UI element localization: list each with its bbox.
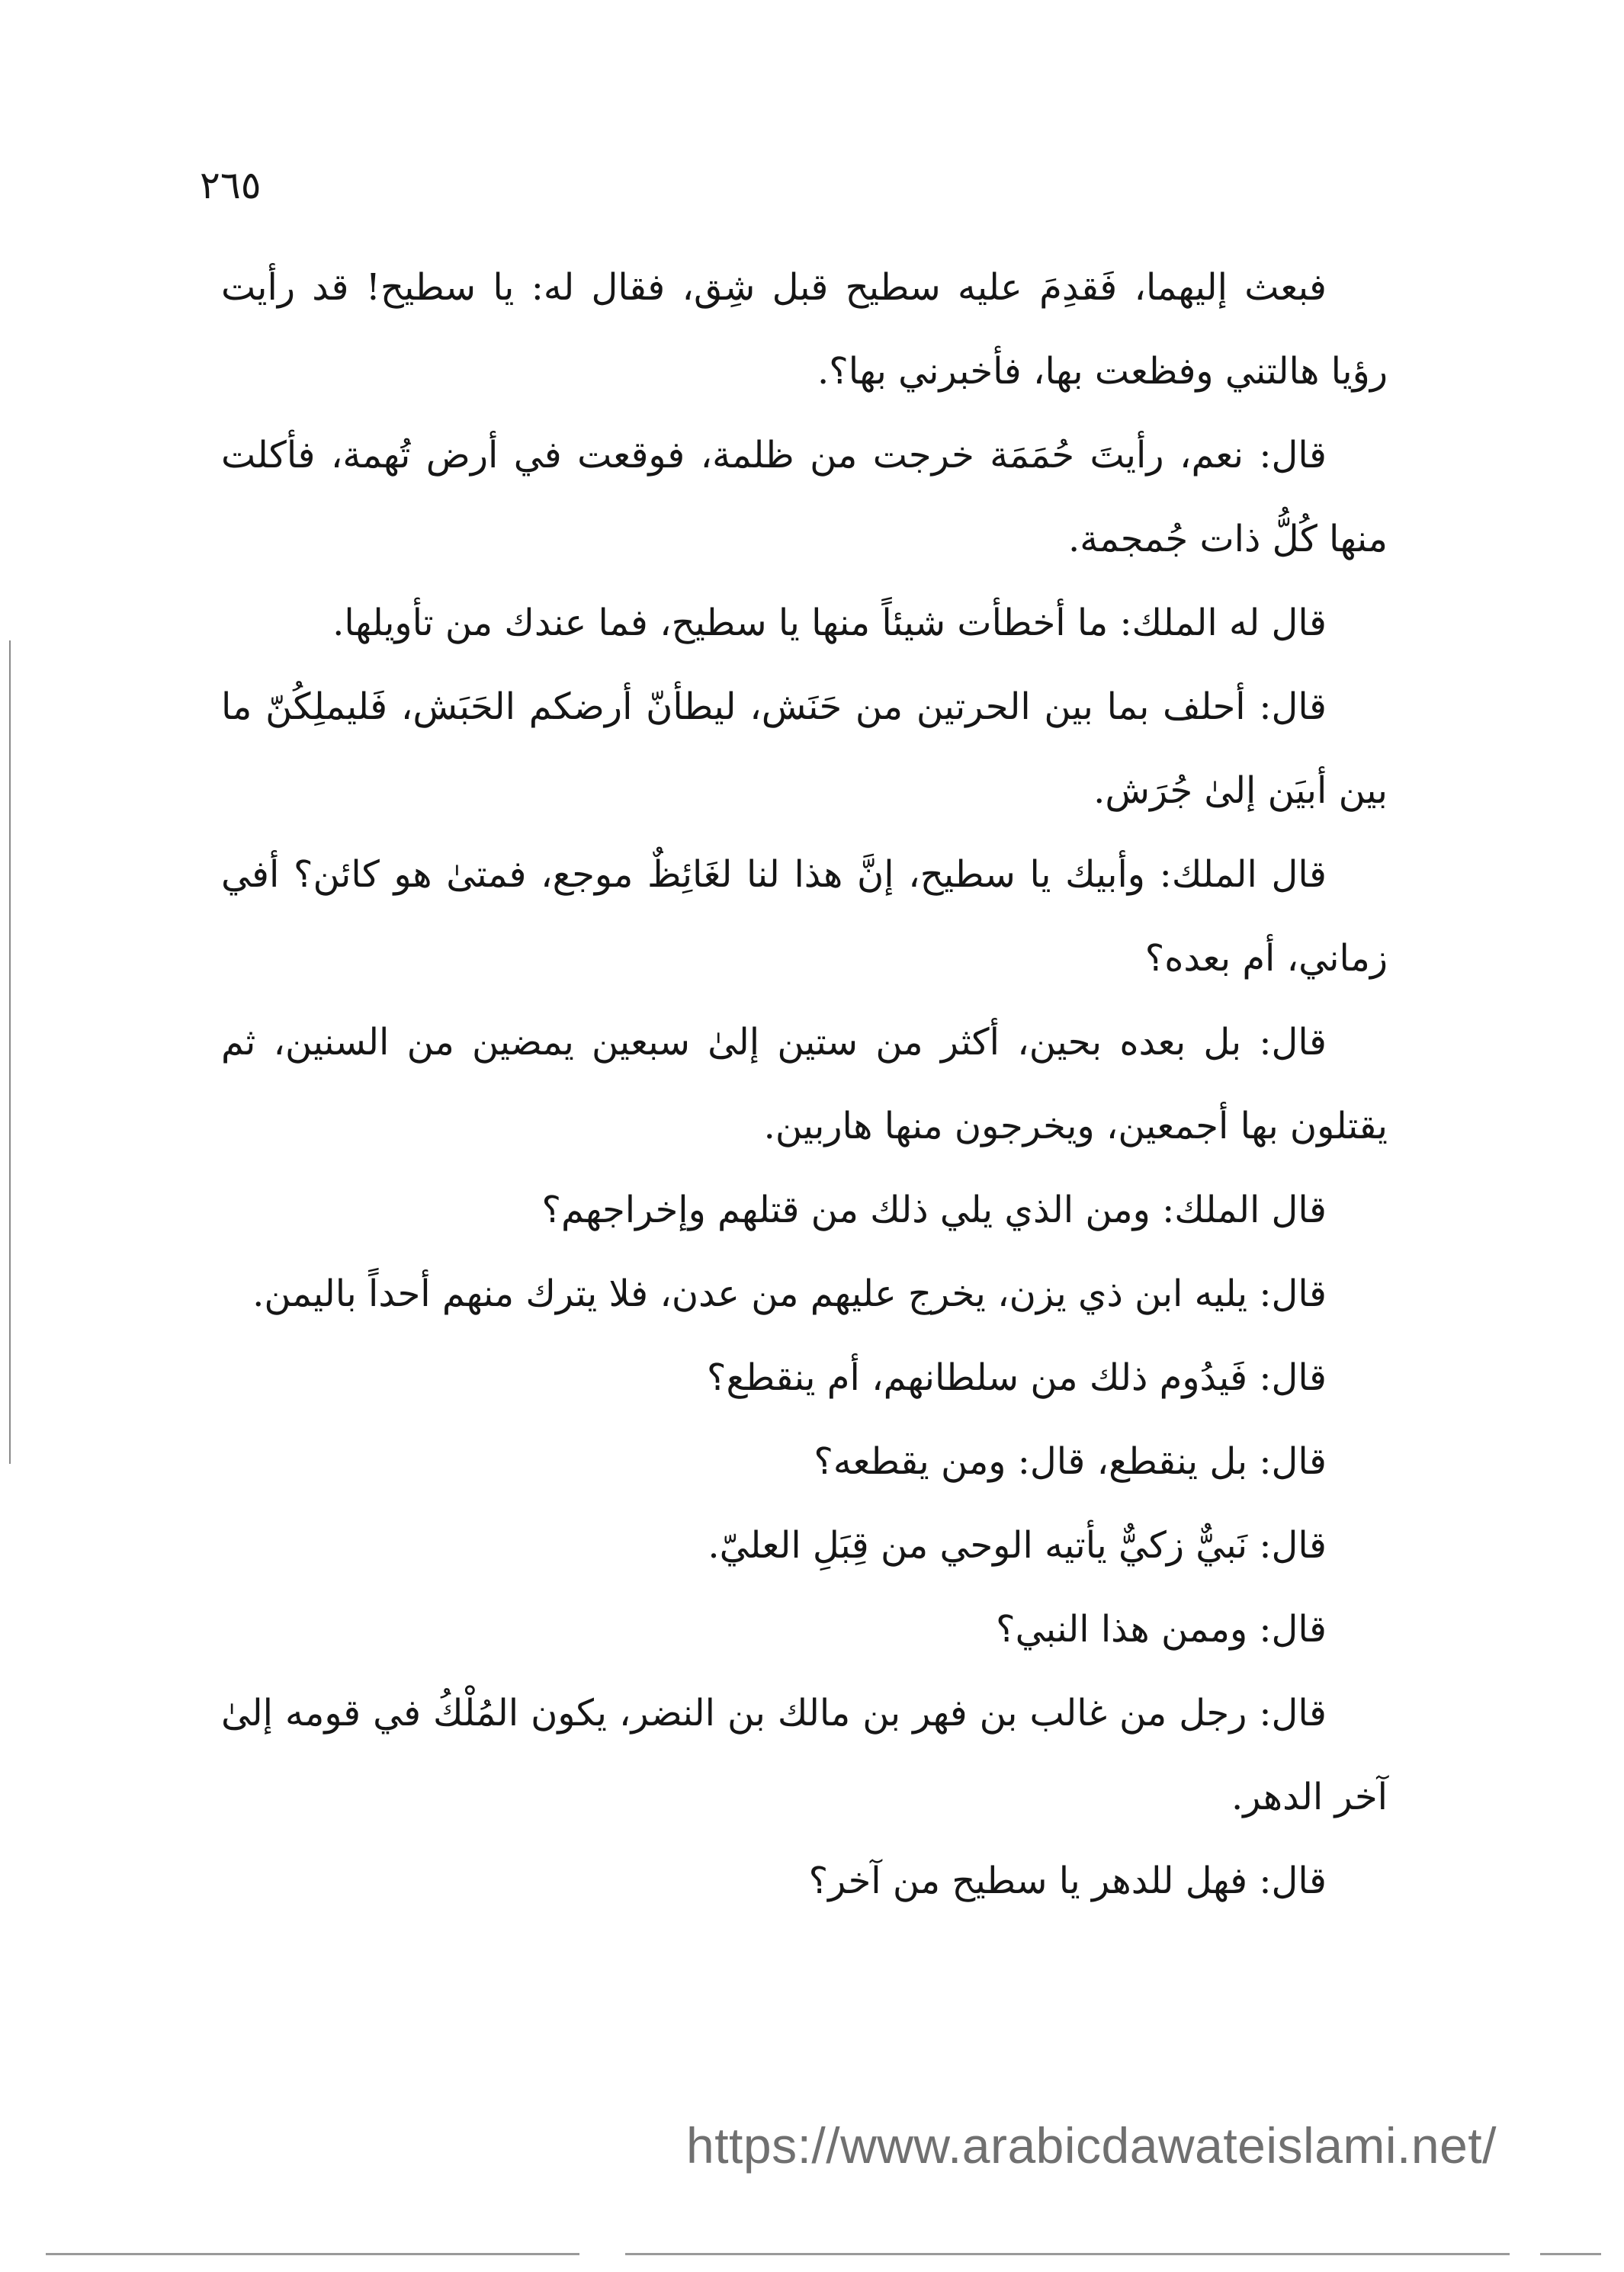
paragraph-3: قال له الملك: ما أخطأت شيئاً منها يا سطيح، فما عندك من تأويلها. [332, 602, 1327, 644]
paragraph-8: قال: يليه ابن ذي يزن، يخرج عليهم من عدن، فلا يترك منهم أحداً باليمن. [252, 1272, 1327, 1315]
body-text [221, 245, 1388, 1923]
paragraph-1: فبعث إليهما، فَقدِمَ عليه سطيح قبل شِق، فقال له: يا سطيح! قد رأيت رؤيا هالتني وفظعت بها، فأخبرني بها؟. [221, 266, 1388, 393]
paragraph-6: قال: بل بعده بحين، أكثر من ستين إلىٰ سبعين يمضين من السنين، ثم يقتلون بها أجمعين، ويخرجون منها هاربين. [221, 1021, 1388, 1147]
paragraph-12: قال: وممن هذا النبي؟ [996, 1608, 1327, 1651]
paragraph-10: قال: بل ينقطع، قال: ومن يقطعه؟ [814, 1440, 1327, 1483]
watermark-url: https://www.arabicdawateislami.net/ [686, 2117, 1497, 2174]
margin-rule [9, 640, 11, 1464]
paragraph-7: قال الملك: ومن الذي يلي ذلك من قتلهم وإخراجهم؟ [541, 1189, 1327, 1231]
paragraph-4: قال: أحلف بما بين الحرتين من حَنَش، ليطأنّ أرضكم الحَبَش، فَليملِكُنّ ما بين أبيَن إلىٰ جُرَش. [221, 685, 1388, 812]
bottom-scan-rule-center [625, 2253, 1510, 2255]
paragraph-14: قال: فهل للدهر يا سطيح من آخر؟ [808, 1860, 1327, 1902]
page-number: ٢٦٥ [200, 163, 262, 207]
bottom-scan-rule-right [1540, 2253, 1601, 2255]
paragraph-2: قال: نعم، رأيتَ حُمَمَة خرجت من ظلمة، فوقعت في أرض تُهمة، فأكلت منها كُلُّ ذات جُمجمة. [221, 434, 1388, 560]
paragraph-13: قال: رجل من غالب بن فهر بن مالك بن النضر، يكون المُلْكُ في قومه إلىٰ آخر الدهر. [221, 1692, 1388, 1818]
paragraph-11: قال: نَبيٌّ زكيٌّ يأتيه الوحي من قِبَلِ العليّ. [708, 1524, 1327, 1567]
bottom-scan-rule-left [46, 2253, 579, 2255]
paragraph-9: قال: فَيدُوم ذلك من سلطانهم، أم ينقطع؟ [707, 1356, 1327, 1399]
paragraph-5: قال الملك: وأبيك يا سطيح، إنَّ هذا لنا لغَائِظٌ موجع، فمتىٰ هو كائن؟ أفي زماني، أم بعده؟ [221, 853, 1388, 980]
